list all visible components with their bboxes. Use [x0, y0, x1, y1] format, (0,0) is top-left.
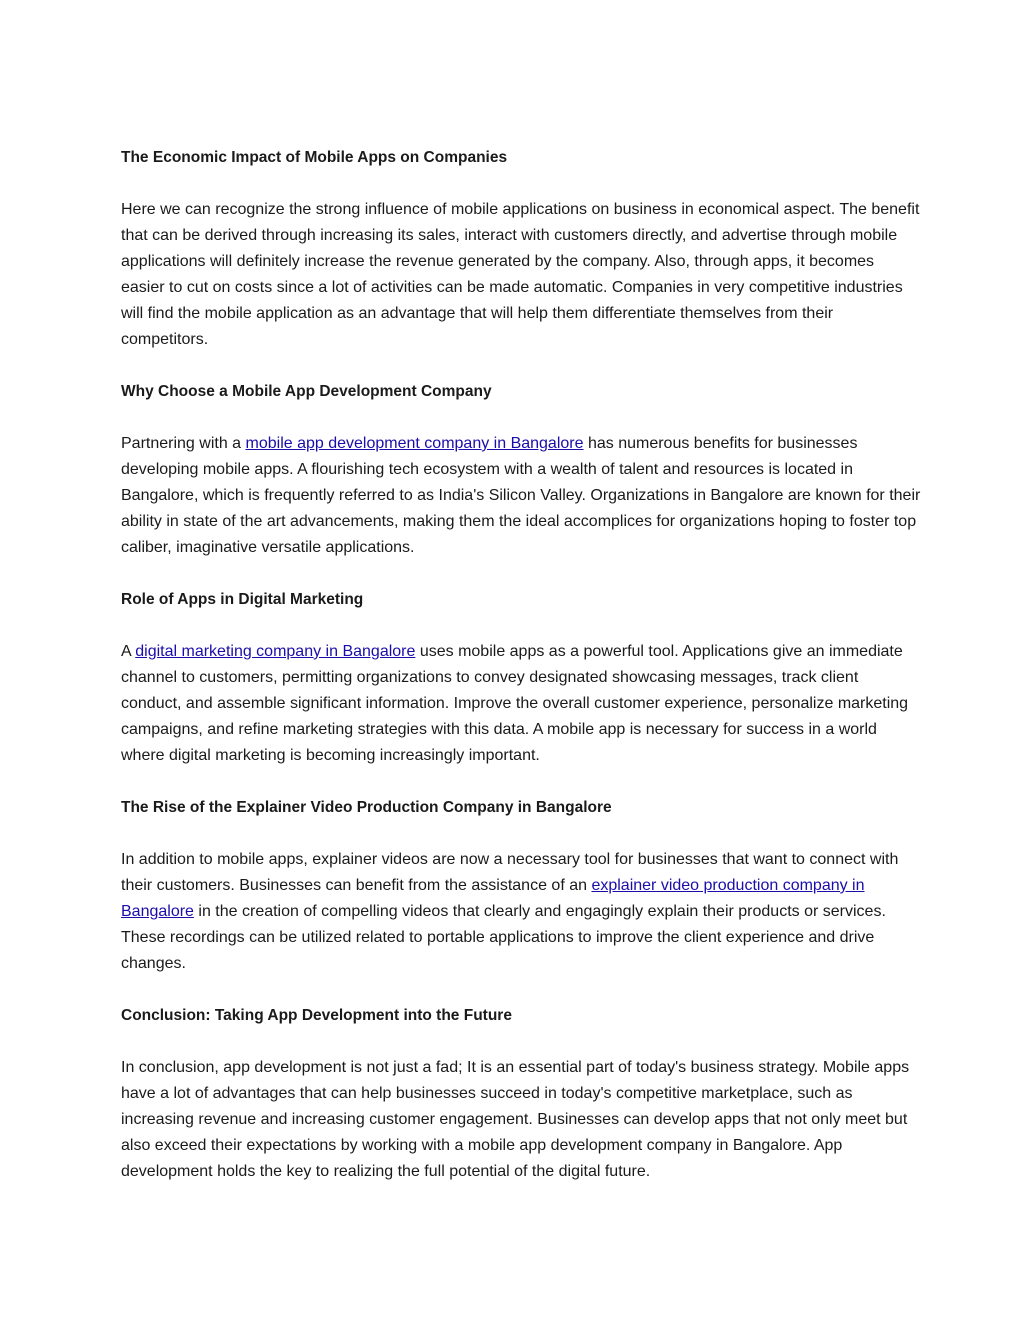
section-heading-digital-marketing: Role of Apps in Digital Marketing [121, 591, 364, 608]
paragraph-text-before-link: Partnering with a [121, 435, 246, 452]
paragraph-text-after-link: has numerous benefits for businesses developing mobile apps. A flourishing tech ecosystem with a wealth of talent and resources is located in Bangalore, which is frequently referred to as India's Silicon Valley. Organizations in Bangalore are known for their ability in state of the art advancements, making them the ideal accomplices for organizations hoping to foster top caliber, imaginative versatile applications. [121, 435, 921, 556]
section-paragraph-economic-impact: Here we can recognize the strong influence of mobile applications on business in economical aspect. The benefit that can be derived through increasing its sales, interact with customers directly, and advertise through mobile applications will definitely increase the revenue generated by the company. Also, through apps, it becomes easier to cut on costs since a lot of activities can be made automatic. Companies in very competitive industries will find the mobile application as an advantage that will help them differentiate themselves from their competitors. [121, 201, 920, 348]
digital-marketing-company-link[interactable]: digital marketing company in Bangalore [135, 643, 416, 660]
explainer-video-production-link[interactable]: explainer video production company in Bangalore [121, 877, 865, 920]
section-paragraph-conclusion: In conclusion, app development is not just a fad; It is an essential part of today's business strategy. Mobile apps have a lot of advantages that can help businesses succeed in today's competitive marketplace, such as increasing revenue and increasing customer engagement. Businesses can develop apps that not only meet but also exceed their expectations by working with a mobile app development company in Bangalore. App development holds the key to realizing the full potential of the digital future. [121, 1059, 910, 1180]
section-heading-why-choose: Why Choose a Mobile App Development Company [121, 383, 492, 400]
section-heading-explainer-video: The Rise of the Explainer Video Production Company in Bangalore [121, 799, 612, 816]
paragraph-text-after-link: in the creation of compelling videos that clearly and engagingly explain their products or services. These recordings can be utilized related to portable applications to improve the client experience and drive changes. [121, 903, 886, 972]
section-paragraph-digital-marketing [121, 639, 921, 769]
section-paragraph-why-choose [121, 431, 921, 561]
paragraph-text-after-link: uses mobile apps as a powerful tool. Applications give an immediate channel to customers, permitting organizations to convey designated showcasing messages, track client conduct, and assemble significant information. Improve the overall customer experience, personalize marketing campaigns, and refine marketing strategies with this data. A mobile app is necessary for success in a world where digital marketing is becoming increasingly important. [121, 643, 909, 764]
document-page [121, 145, 921, 1211]
section-heading-economic-impact: The Economic Impact of Mobile Apps on Companies [121, 149, 508, 166]
paragraph-text-before-link: A [121, 643, 136, 660]
section-heading-conclusion: Conclusion: Taking App Development into the Future [121, 1007, 512, 1024]
mobile-app-development-link[interactable]: mobile app development company in Bangalore [245, 435, 584, 452]
paragraph-text-before-link: In addition to mobile apps, explainer videos are now a necessary tool for businesses that want to connect with their customers. Businesses can benefit from the assistance of an [121, 851, 899, 894]
section-paragraph-explainer-video [121, 847, 921, 977]
